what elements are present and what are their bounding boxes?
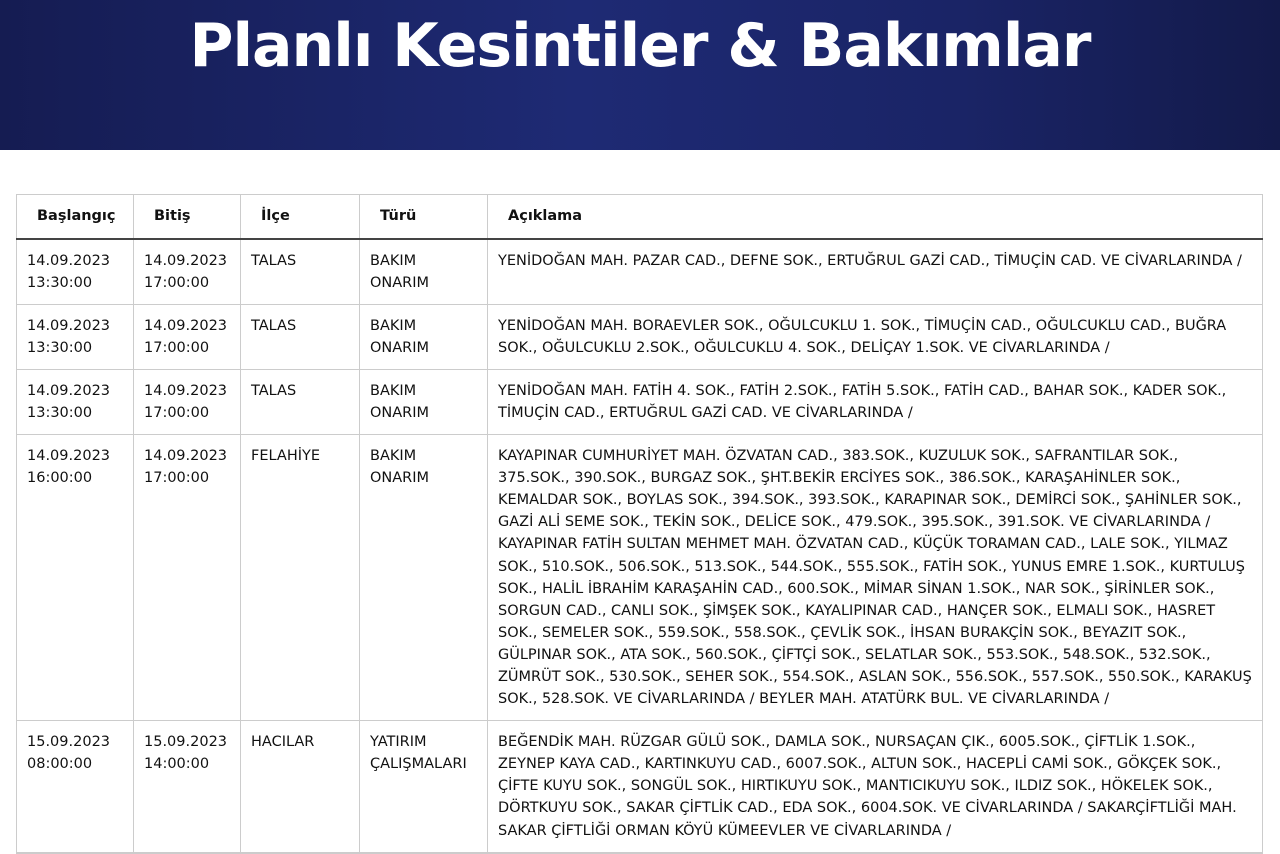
start-time: 13:30:00 [27,339,93,356]
type-line-1: BAKIM [370,382,417,399]
end-time: 14:00:00 [144,756,210,773]
page-header [0,0,1280,150]
column-header-start[interactable]: Başlangıç [17,195,134,239]
end-date: 14.09.2023 [144,252,228,269]
start-cell [17,239,134,305]
type-line-1: BAKIM [370,448,417,465]
type-line-2: ONARIM [370,339,430,356]
end-date: 15.09.2023 [144,734,228,751]
description-cell: YENİDOĞAN MAH. FATİH 4. SOK., FATİH 2.SOK., FATİH 5.SOK., FATİH CAD., BAHAR SOK., KADER SOK., TİMUÇİN CAD., ERTUĞRUL GAZİ CAD. VE CİVARLARINDA / [488,369,1263,434]
start-date: 14.09.2023 [27,317,111,334]
district-cell: TALAS [241,304,360,369]
description-cell: YENİDOĞAN MAH. BORAEVLER SOK., OĞULCUKLU 1. SOK., TİMUÇİN CAD., OĞULCUKLU CAD., BUĞRA SOK., OĞULCUKLU 2.SOK., OĞULCUKLU 4. SOK., DELİÇAY 1.SOK. VE CİVARLARINDA / [488,304,1263,369]
end-cell [134,369,241,434]
table-row [17,369,1263,434]
start-cell [17,721,134,853]
outage-table-container [16,194,1262,854]
start-date: 14.09.2023 [27,448,111,465]
table-row [17,721,1263,853]
type-line-1: YATIRIM [370,734,427,751]
description-cell: KAYAPINAR CUMHURİYET MAH. ÖZVATAN CAD., 383.SOK., KUZULUK SOK., SAFRANTILAR SOK., 375.SOK., 390.SOK., BURGAZ SOK., ŞHT.BEKİR ERCİYES SOK., 386.SOK., KARAŞAHİNLER SOK., KEMALDAR SOK., BOYLAS SOK., 394.SOK., 393.SOK., KARAPINAR SOK., DEMİRCİ SOK., ŞAHİNLER SOK., GAZİ ALİ SEME SOK., TEKİN SOK., DELİCE SOK., 479.SOK., 395.SOK., 391.SOK. VE CİVARLARINDA / KAYAPINAR FATİH SULTAN MEHMET MAH. ÖZVATAN CAD., KÜÇÜK TORAMAN CAD., LALE SOK., YILMAZ SOK., 510.SOK., 506.SOK., 513.SOK., 544.SOK., 555.SOK., FATİH SOK., YUNUS EMRE 1.SOK., KURTULUŞ SOK., HALİL İBRAHİM KARAŞAHİN CAD., 600.SOK., MİMAR SİNAN 1.SOK., NAR SOK., ŞİRİNLER SOK., SORGUN CAD., CANLI SOK., ŞİMŞEK SOK., KAYALIPINAR CAD., HANÇER SOK., ELMALI SOK., HASRET SOK., SEMELER SOK., 559.SOK., 558.SOK., ÇEVLİK SOK., İHSAN BURAKÇİN SOK., BEYAZIT SOK., GÜLPINAR SOK., ATA SOK., 560.SOK., ÇİFTÇİ SOK., SELATLAR SOK., 553.SOK., 548.SOK., 532.SOK., ZÜMRÜT SOK., 530.SOK., SEHER SOK., 554.SOK., ASLAN SOK., 556.SOK., 557.SOK., 550.SOK., KARAKUŞ SOK., 528.SOK. VE CİVARLARINDA / BEYLER MAH. ATATÜRK BUL. VE CİVARLARINDA / [488,435,1263,721]
table-row [17,239,1263,305]
column-header-type[interactable]: Türü [360,195,488,239]
column-header-description[interactable]: Açıklama [488,195,1263,239]
page-title: Planlı Kesintiler & Bakımlar [189,11,1091,81]
type-line-2: ONARIM [370,404,430,421]
type-cell [360,239,488,305]
district-cell: TALAS [241,239,360,305]
end-time: 17:00:00 [144,404,210,421]
district-cell: FELAHİYE [241,435,360,721]
end-date: 14.09.2023 [144,448,228,465]
type-line-1: BAKIM [370,252,417,269]
type-cell [360,435,488,721]
start-time: 13:30:00 [27,274,93,291]
type-line-1: BAKIM [370,317,417,334]
column-header-end[interactable]: Bitiş [134,195,241,239]
end-time: 17:00:00 [144,274,210,291]
end-time: 17:00:00 [144,339,210,356]
table-row [17,435,1263,721]
end-cell [134,304,241,369]
start-cell [17,369,134,434]
description-cell: BEĞENDİK MAH. RÜZGAR GÜLÜ SOK., DAMLA SOK., NURSAÇAN ÇIK., 6005.SOK., ÇİFTLİK 1.SOK., ZEYNEP KAYA CAD., KARTINKUYU CAD., 6007.SOK., ALTUN SOK., HACEPLİ CAMİ SOK., GÖKÇEK SOK., ÇİFTE KUYU SOK., SONGÜL SOK., HIRTIKUYU SOK., MANTICIKUYU SOK., ILDIZ SOK., HÖKELEK SOK., DÖRTKUYU SOK., SAKAR ÇİFTLİK CAD., EDA SOK., 6004.SOK. VE CİVARLARINDA / SAKARÇİFTLİĞİ MAH. SAKAR ÇİFTLİĞİ ORMAN KÖYÜ KÜMEEVLER VE CİVARLARINDA / [488,721,1263,853]
end-cell [134,435,241,721]
outage-table [16,194,1263,854]
column-header-district[interactable]: İlçe [241,195,360,239]
district-cell: HACILAR [241,721,360,853]
type-cell [360,304,488,369]
start-date: 14.09.2023 [27,382,111,399]
end-cell [134,239,241,305]
start-date: 14.09.2023 [27,252,111,269]
start-time: 08:00:00 [27,756,93,773]
district-cell: TALAS [241,369,360,434]
type-line-2: ONARIM [370,470,430,487]
table-row [17,304,1263,369]
start-time: 13:30:00 [27,404,93,421]
end-time: 17:00:00 [144,470,210,487]
start-time: 16:00:00 [27,470,93,487]
end-cell [134,721,241,853]
type-line-2: ÇALIŞMALARI [370,756,467,773]
start-date: 15.09.2023 [27,734,111,751]
type-cell [360,369,488,434]
start-cell [17,304,134,369]
description-cell: YENİDOĞAN MAH. PAZAR CAD., DEFNE SOK., ERTUĞRUL GAZİ CAD., TİMUÇİN CAD. VE CİVARLARINDA / [488,239,1263,305]
end-date: 14.09.2023 [144,317,228,334]
type-cell [360,721,488,853]
table-header-row [17,195,1263,239]
start-cell [17,435,134,721]
end-date: 14.09.2023 [144,382,228,399]
type-line-2: ONARIM [370,274,430,291]
